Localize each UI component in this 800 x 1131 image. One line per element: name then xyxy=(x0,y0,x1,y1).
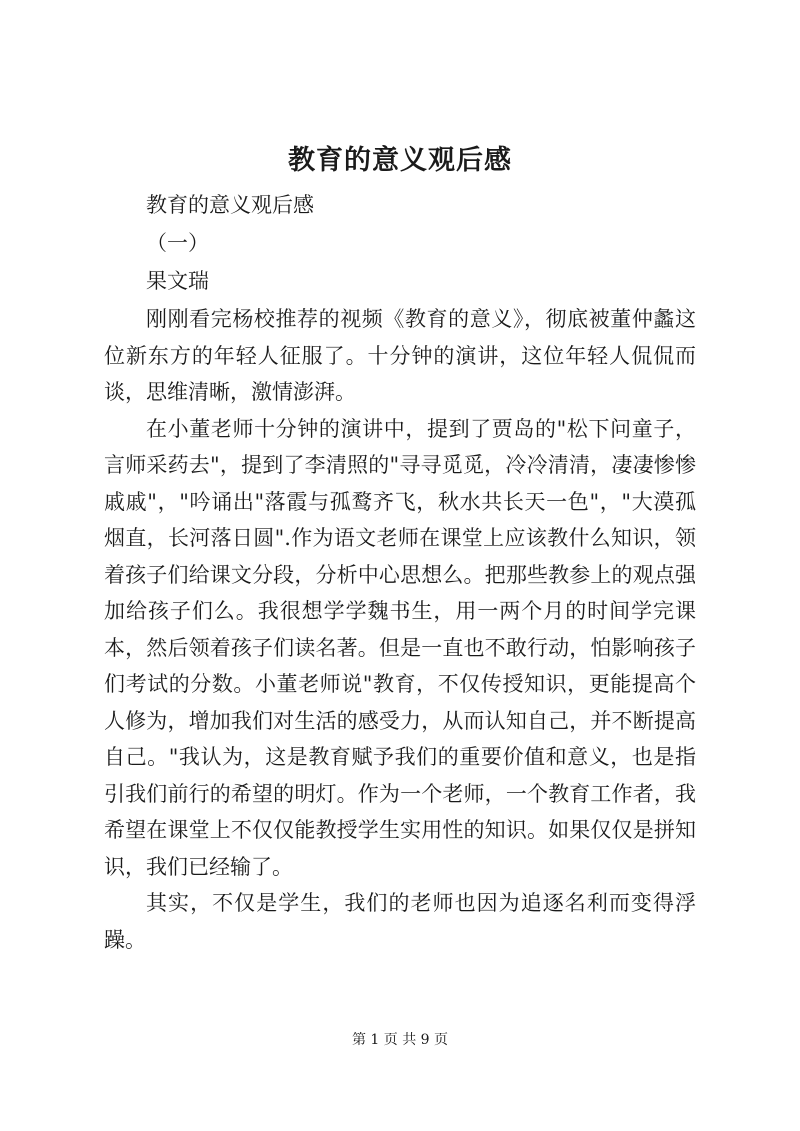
subtitle-paragraph: 教育的意义观后感 xyxy=(146,193,314,217)
body-paragraph: 其实，不仅是学生，我们的老师也因为追逐名利而变得浮躁。 xyxy=(104,891,696,952)
page-number-footer: 第 1 页 共 9 页 xyxy=(351,1032,449,1048)
author-paragraph: 果文瑞 xyxy=(146,269,209,293)
document-title: 教育的意义观后感 xyxy=(288,145,512,176)
document-body xyxy=(104,187,696,958)
body-paragraph: 刚刚看完杨校推荐的视频《教育的意义》，彻底被董仲蠡这位新东方的年轻人征服了。十分钟的演讲，这位年轻人侃侃而谈，思维清晰，激情澎湃。 xyxy=(104,307,696,404)
section-number-paragraph: （一） xyxy=(146,231,209,255)
body-paragraph: 在小董老师十分钟的演讲中，提到了贾岛的"松下问童子，言师采药去"，提到了李清照的"寻寻觅觅，冷冷清清，凄凄惨惨戚戚"，"吟诵出"落霞与孤鹜齐飞，秋水共长天一色"，"大漠孤烟直，长河落日圆".作为语文老师在课堂上应该教什么知识，领着孩子们给课文分段，分析中心思想么。把那些教参上的观点强加给孩子们么。我很想学学魏书生，用一两个月的时间学完课本，然后领着孩子们读名著。但是一直也不敢行动，怕影响孩子们考试的分数。小董老师说"教育，不仅传授知识，更能提高个人修为，增加我们对生活的感受力，从而认知自己，并不断提高自己。"我认为，这是教育赋予我们的重要价值和意义，也是指引我们前行的希望的明灯。作为一个老师，一个教育工作者，我希望在课堂上不仅仅能教授学生实用性的知识。如果仅仅是拼知识，我们已经输了。 xyxy=(104,416,696,879)
